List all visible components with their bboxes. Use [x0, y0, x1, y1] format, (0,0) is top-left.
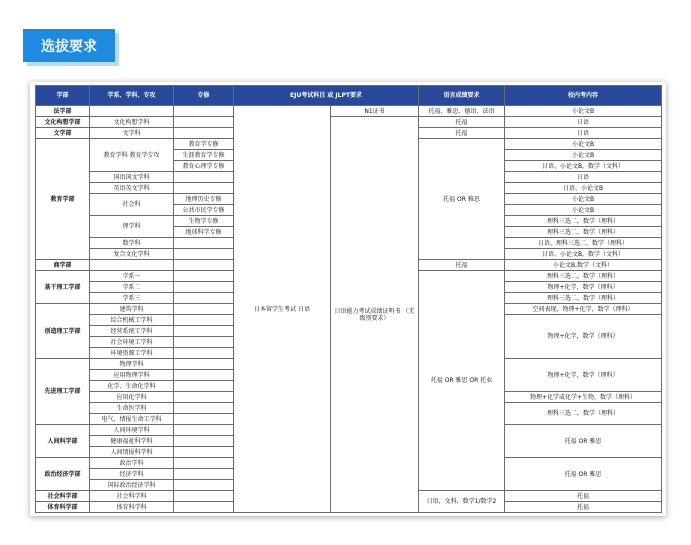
specialty-cell	[174, 458, 234, 469]
department-cell: 社会科	[90, 194, 174, 216]
language-cell: 托福 OR 雅思 OR 托业	[419, 271, 505, 491]
department-cell: 政治学科	[90, 458, 174, 469]
exam-cell: 物理+化学，数学（理科）	[505, 359, 662, 392]
department-cell: 经营系统工学科	[90, 326, 174, 337]
specialty-cell	[174, 359, 234, 370]
header-exam: 校内考内容	[505, 86, 662, 106]
department-cell: 文化构想学科	[90, 117, 174, 128]
exam-cell: 理科三选二，数学（理科）	[505, 271, 662, 282]
specialty-cell	[174, 304, 234, 315]
department-cell: 人间情报科学科	[90, 447, 174, 458]
table-header-row	[36, 86, 662, 106]
faculty-cell: 文学部	[36, 128, 90, 139]
specialty-cell	[174, 315, 234, 326]
exam-cell: 理科三选二，数学（理科）	[505, 216, 662, 227]
faculty-cell: 基干理工学部	[36, 271, 90, 304]
specialty-cell	[174, 337, 234, 348]
department-cell: 社会环境工学科	[90, 337, 174, 348]
department-cell: 教育学科 教育学专攻	[90, 139, 174, 172]
department-cell: 学系三	[90, 293, 174, 304]
specialty-cell	[174, 480, 234, 491]
exam-cell: 空间表现，物理+化学，数学（理科）	[505, 304, 662, 315]
specialty-cell: 教育心理学专修	[174, 161, 234, 172]
specialty-cell	[174, 326, 234, 337]
department-cell: 数学科	[90, 238, 174, 249]
specialty-cell	[174, 106, 234, 117]
faculty-cell: 社会科学部	[36, 491, 90, 502]
specialty-cell	[174, 271, 234, 282]
language-cell: 托福 OR 雅思	[505, 458, 662, 491]
specialty-cell	[174, 469, 234, 480]
faculty-cell: 先进理工学部	[36, 359, 90, 425]
language-cell: 托福 OR 雅思	[505, 425, 662, 458]
faculty-cell: 体育科学部	[36, 502, 90, 513]
department-cell: 健康福祉科学科	[90, 436, 174, 447]
header-department: 学系、学科、专攻	[90, 86, 174, 106]
specialty-cell	[174, 392, 234, 403]
page-title-badge: 选拔要求	[23, 29, 115, 62]
language-cell: 托福	[505, 491, 662, 502]
specialty-cell	[174, 370, 234, 381]
department-cell: 应用化学科	[90, 392, 174, 403]
exam-cell: 理科三选二，数学（理科）	[505, 227, 662, 238]
exam-cell: 日语，理科三选二，数学（理科）	[505, 238, 662, 249]
specialty-cell	[174, 491, 234, 502]
eju-cell: 日语，文科，数学1/数学2	[419, 491, 505, 513]
faculty-cell: 教育学部	[36, 139, 90, 260]
department-cell: 经济学科	[90, 469, 174, 480]
exam-cell: 日语、小论文B，数学（文科）	[505, 161, 662, 172]
exam-cell: 物理+化学，数学（理科）	[505, 315, 662, 359]
exam-cell: 日语	[505, 172, 662, 183]
department-cell: 理学科	[90, 216, 174, 238]
department-cell: 环境资源工学科	[90, 348, 174, 359]
department-cell	[90, 106, 174, 117]
department-cell: 国际政治经济学科	[90, 480, 174, 491]
exam-cell: 日语	[505, 117, 662, 128]
language-cell: 托福、雅思、德语、法语	[419, 106, 505, 117]
specialty-cell	[174, 128, 234, 139]
language-cell: 托福	[419, 117, 505, 128]
specialty-cell: 生涯教育学专修	[174, 150, 234, 161]
requirements-table	[35, 85, 662, 513]
specialty-cell	[174, 414, 234, 425]
specialty-cell	[174, 260, 234, 271]
specialty-cell: 地理历史专修	[174, 194, 234, 205]
specialty-cell: 公共市民学专修	[174, 205, 234, 216]
specialty-cell	[174, 425, 234, 436]
department-cell: 建筑学科	[90, 304, 174, 315]
department-cell: 复合文化学科	[90, 249, 174, 260]
department-cell: 人间环境学科	[90, 425, 174, 436]
header-language: 语言成绩要求	[419, 86, 505, 106]
department-cell: 综合机械工学科	[90, 315, 174, 326]
table-row	[36, 106, 662, 117]
specialty-cell	[174, 117, 234, 128]
language-cell: 托福	[419, 128, 505, 139]
faculty-cell: 人间科学部	[36, 425, 90, 458]
faculty-cell: 创造理工学部	[36, 304, 90, 359]
exam-cell: 小论文B	[505, 106, 662, 117]
table-row	[36, 117, 662, 128]
exam-cell: 小论文B,数学（文科）	[505, 260, 662, 271]
specialty-cell	[174, 447, 234, 458]
department-cell: 国语国文学科	[90, 172, 174, 183]
language-cell: 托福 OR 雅思	[419, 139, 505, 260]
requirements-card	[30, 82, 666, 516]
department-cell: 文学科	[90, 128, 174, 139]
department-cell: 社会科学科	[90, 491, 174, 502]
exam-cell: 理科三选二，数学（理科）	[505, 293, 662, 304]
specialty-cell	[174, 381, 234, 392]
specialty-cell: 生物学专修	[174, 216, 234, 227]
eju-n1-cell: N1证书	[331, 106, 419, 117]
specialty-cell	[174, 183, 234, 194]
specialty-cell	[174, 249, 234, 260]
header-eju: EJU考试科目 或 JLPT要求	[234, 86, 419, 106]
exam-cell: 日语、小论文B，数学（文科）	[505, 249, 662, 260]
specialty-cell	[174, 282, 234, 293]
exam-cell: 日语、小论文B	[505, 183, 662, 194]
specialty-cell	[174, 172, 234, 183]
specialty-cell: 地球科学专修	[174, 227, 234, 238]
header-faculty: 学部	[36, 86, 90, 106]
specialty-cell	[174, 436, 234, 447]
exam-cell: 物理+化学或化学+生物，数学（理科）	[505, 392, 662, 403]
department-cell	[90, 260, 174, 271]
specialty-cell	[174, 403, 234, 414]
language-cell: 托福	[419, 260, 505, 271]
exam-cell: 小论文B	[505, 194, 662, 205]
specialty-cell	[174, 238, 234, 249]
exam-cell: 日语	[505, 128, 662, 139]
exam-cell: 小论文B	[505, 139, 662, 150]
department-cell: 应用物理学科	[90, 370, 174, 381]
header-specialty: 专修	[174, 86, 234, 106]
faculty-cell: 文化构想学部	[36, 117, 90, 128]
jlpt-proof-cell: 日语能力考试成绩证明书 （无级别要求）	[331, 117, 419, 513]
eju-cell: 日本留学生考试 日语	[234, 106, 331, 513]
department-cell: 电气、情报生命工学科	[90, 414, 174, 425]
specialty-cell	[174, 348, 234, 359]
language-cell: 托福	[505, 502, 662, 513]
specialty-cell	[174, 502, 234, 513]
department-cell: 化学、生命化学科	[90, 381, 174, 392]
department-cell: 学系二	[90, 282, 174, 293]
department-cell: 物理学科	[90, 359, 174, 370]
exam-cell: 小论文B	[505, 205, 662, 216]
exam-cell: 物理+化学，数学（理科）	[505, 282, 662, 293]
department-cell: 生命医学科	[90, 403, 174, 414]
faculty-cell: 商学部	[36, 260, 90, 271]
specialty-cell	[174, 293, 234, 304]
department-cell: 体育科学科	[90, 502, 174, 513]
exam-cell: 理科三选二，数学（理科）	[505, 403, 662, 425]
faculty-cell: 法学部	[36, 106, 90, 117]
faculty-cell: 政治经济学部	[36, 458, 90, 491]
department-cell: 英语英文学科	[90, 183, 174, 194]
exam-cell: 小论文B	[505, 150, 662, 161]
department-cell: 学系一	[90, 271, 174, 282]
specialty-cell: 教育学专修	[174, 139, 234, 150]
